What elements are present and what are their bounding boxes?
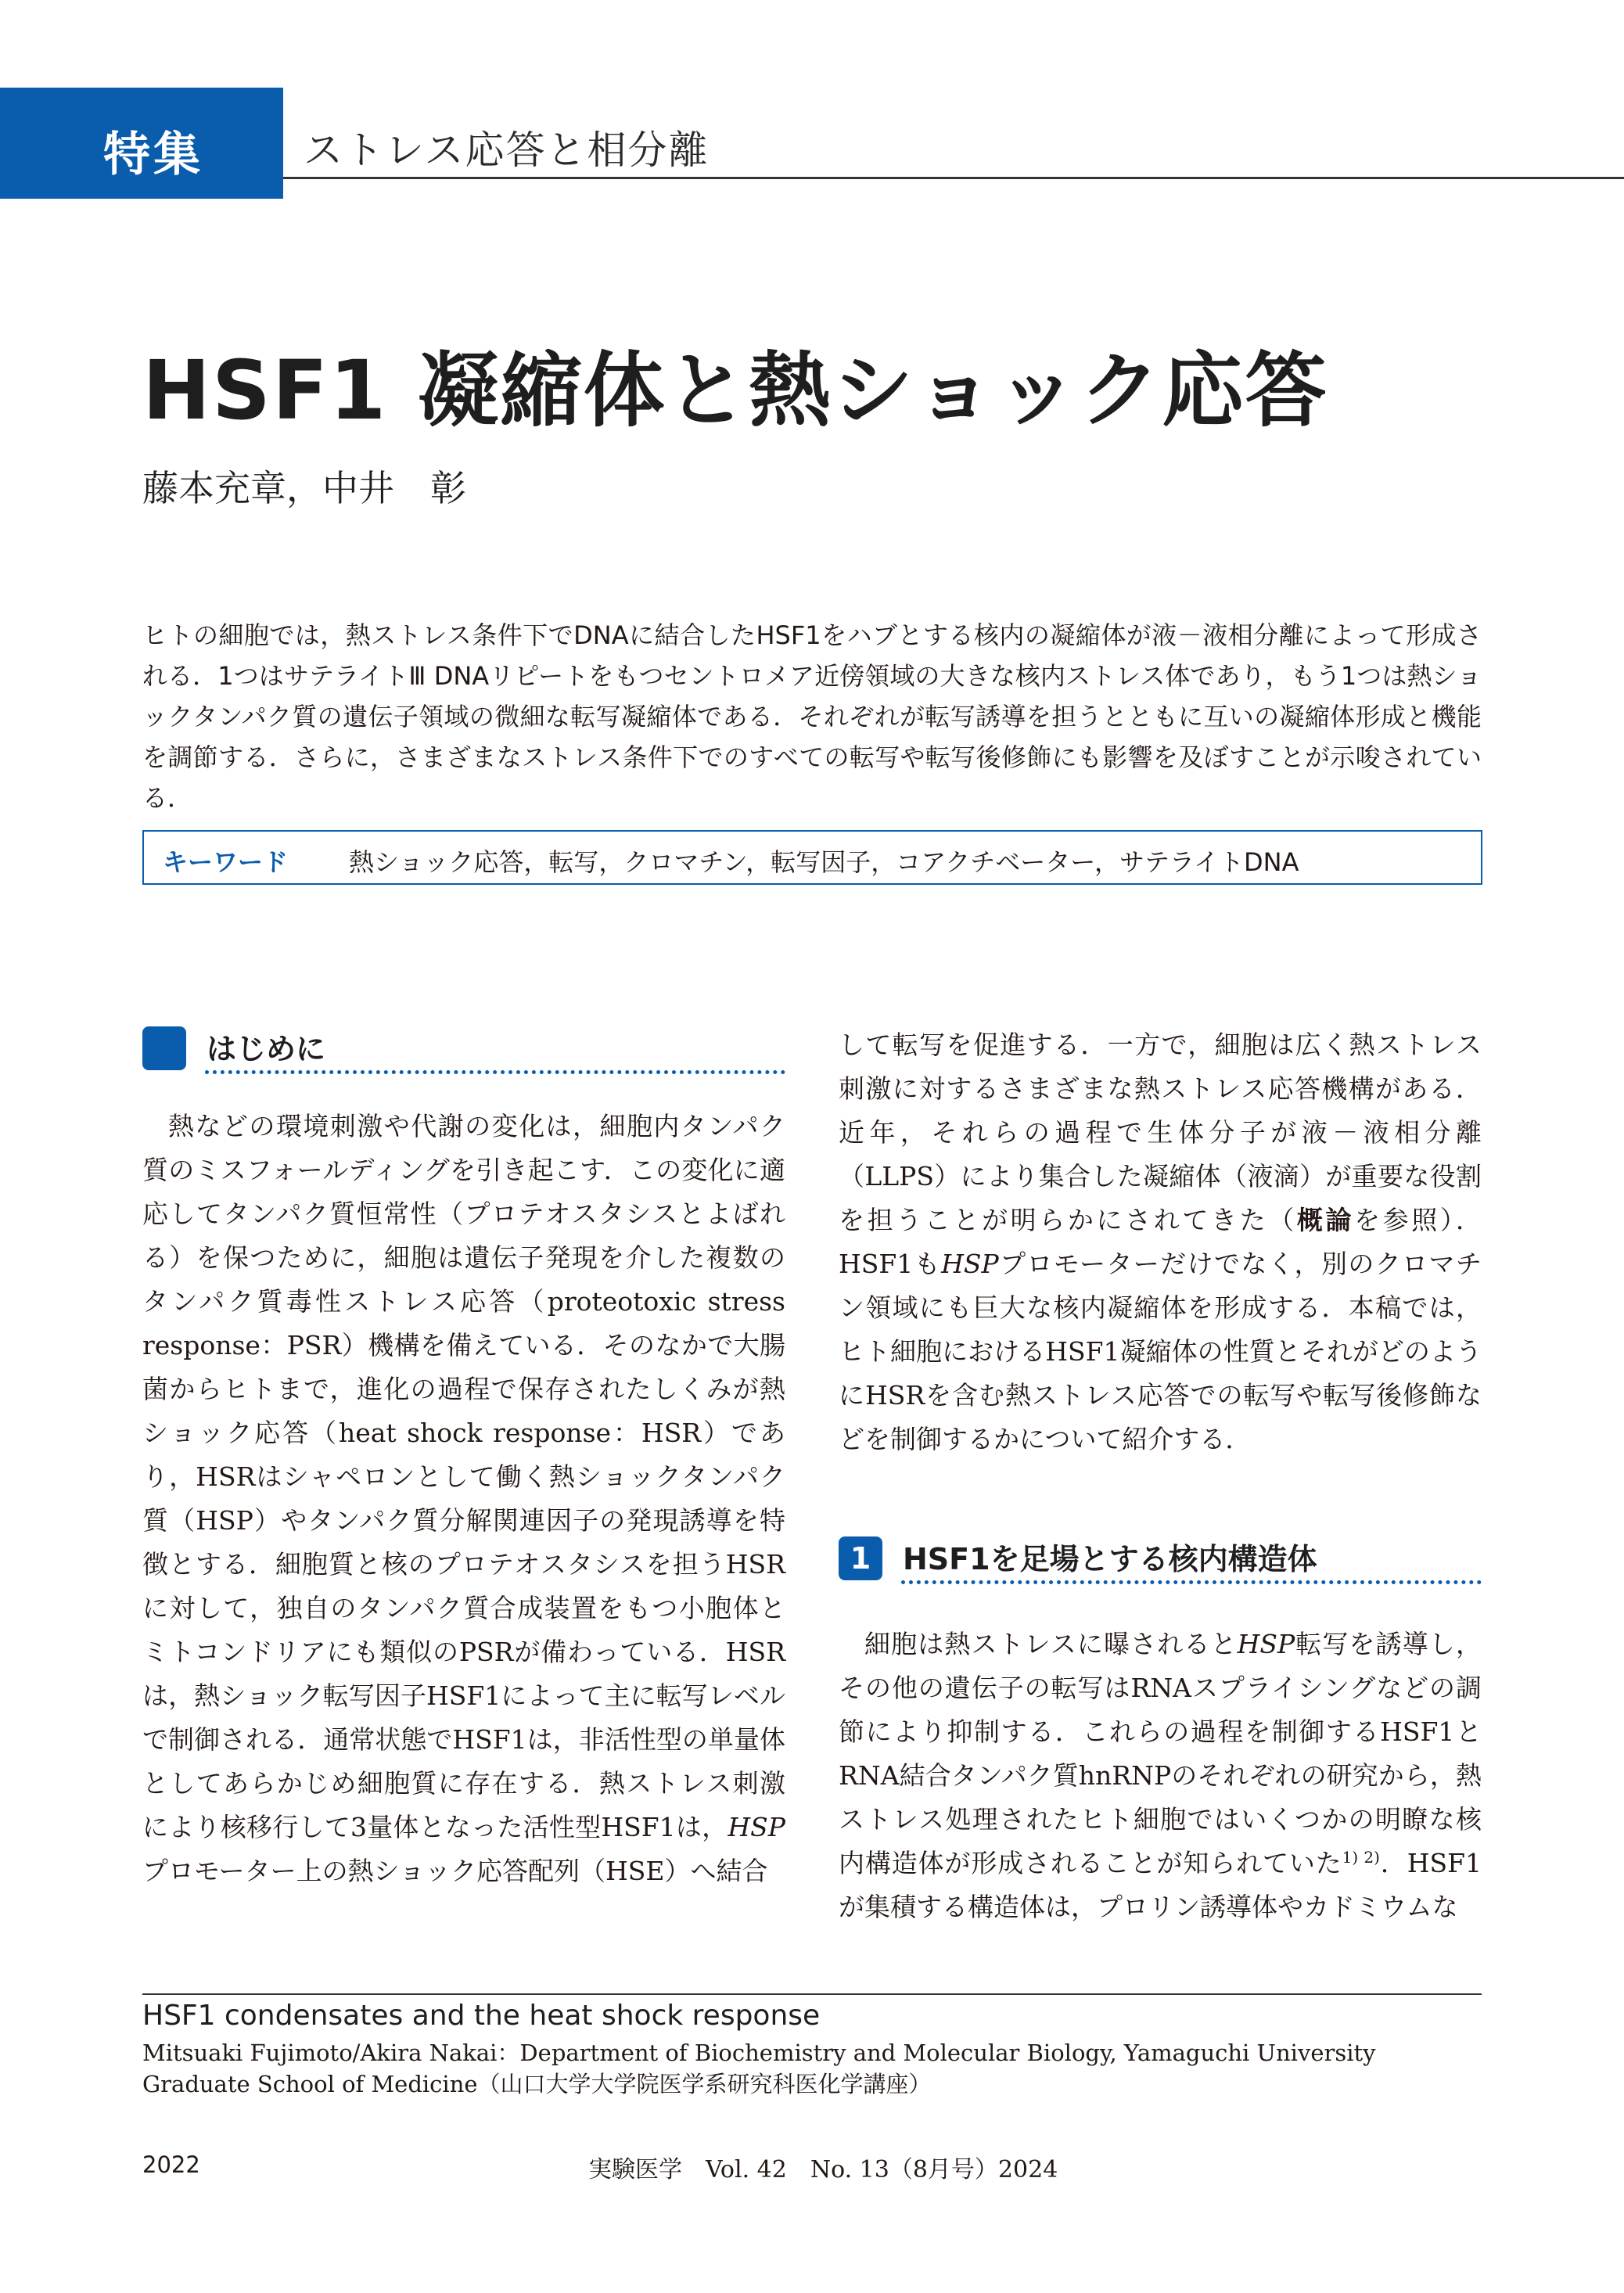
header-rule <box>283 177 1624 179</box>
section-number-badge: 1 <box>839 1536 882 1580</box>
special-feature-title: ストレス応答と相分離 <box>304 128 710 173</box>
keywords-label: キーワード <box>163 847 289 877</box>
intro-paragraph: 熱などの環境刺激や代謝の変化は，細胞内タンパク質のミスフォールディングを引き起こす．この変化に適応してタンパク質恒常性（プロテオスタシスとよばれる）を保つために，細胞は遺伝子発現を介した複数のタンパク質毒性ストレス応答（proteotoxic stress response：PSR）機構を備えている．そのなかで大腸菌からヒトまで，進化の過程で保存されたしくみが熱ショック応答（heat shock response：HSR）であり，HSRはシャペロンとして働く熱ショックタンパク質（HSP）やタンパク質分解関連因子の発現誘導を特徴とする．細胞質と核のプロテオスタシスを担うHSRに対して，独自のタンパク質合成装置をもつ小胞体とミトコンドリアにも類似のPSRが備わっている．HSRは，熱ショック転写因子HSF1によって主に転写レベルで制御される．通常状態でHSF1は，非活性型の単量体としてあらかじめ細胞質に存在する．熱ストレス刺激により核移行して3量体となった活性型HSF1は，HSPプロモーター上の熱ショック応答配列（HSE）へ結合 <box>142 1111 785 1886</box>
article-authors: 藤本充章，中井 彰 <box>142 467 466 509</box>
section-dotted-rule <box>205 1070 785 1074</box>
section-title-intro: はじめに <box>207 1032 326 1066</box>
footer-rule <box>142 1993 1482 1995</box>
section-heading-1 <box>839 1532 1482 1594</box>
intro-paragraph-continued: して転写を促進する．一方で，細胞は広く熱ストレス刺激に対するさまざまな熱ストレス応答機構がある．近年，それらの過程で生体分子が液－液相分離（LLPS）により集合した凝縮体（液滴）が重要な役割を担うことが明らかにされてきた（概論を参照）．HSF1もHSPプロモーターだけでなく，別のクロマチン領域にも巨大な核内凝縮体を形成する．本稿では，ヒト細胞におけるHSF1凝縮体の性質とそれがどのようにHSRを含む熱ストレス応答での転写や転写後修飾などを制御するかについて紹介する． <box>839 1030 1482 1454</box>
section-heading-intro <box>142 1022 785 1084</box>
reference-superscript: 1) 2) <box>1342 1848 1380 1867</box>
author-affiliation: Mitsuaki Fujimoto/Akira Nakai：Department of Biochemistry and Molecular Biology, Yamaguchi University Graduate School of Medicine（山口大学大学院医学系研究科医化学講座） <box>142 2040 1376 2097</box>
section-title-1: HSF1を足場とする核内構造体 <box>903 1542 1317 1576</box>
special-feature-text: 特集 <box>103 128 203 182</box>
section-dotted-rule <box>901 1580 1482 1584</box>
special-feature-label <box>0 88 283 199</box>
keywords-list: 熱ショック応答，転写，クロマチン，転写因子，コアクチベーター，サテライトDNA <box>349 847 1299 877</box>
article-title: HSF1 凝縮体と熱ショック応答 <box>142 343 1328 438</box>
keywords-box <box>142 830 1482 885</box>
section-1-body <box>839 1623 1482 1929</box>
section-1-paragraph: 細胞は熱ストレスに曝されるとHSP転写を誘導し，その他の遺伝子の転写はRNAスプライシングなどの調節により抑制する．これらの過程を制御するHSF1とRNA結合タンパク質hnRNPのそれぞれの研究から，熱ストレス処理されたヒト細胞ではいくつかの明瞭な核内構造体が形成されることが知られていた$^{1) 2)}$．HSF1が集積する構造体は，プロリン誘導体やカドミウムな <box>839 1629 1482 1922</box>
journal-citation: 実験医学 Vol. 42 No. 13（8月号）2024 <box>588 2156 1058 2183</box>
page-number: 2022 <box>142 2151 200 2178</box>
section-marker-icon <box>142 1026 186 1070</box>
english-title: HSF1 condensates and the heat shock response <box>142 2000 821 2032</box>
left-column-body <box>142 1105 785 1893</box>
right-column-body <box>839 1023 1482 1461</box>
article-abstract: ヒトの細胞では，熱ストレス条件下でDNAに結合したHSF1をハブとする核内の凝縮体が液－液相分離によって形成される．1つはサテライトⅢ DNAリピートをもつセントロメア近傍領域の大きな核内ストレス体であり，もう1つは熱ショックタンパク質の遺伝子領域の微細な転写凝縮体である．それぞれが転写誘導を担うとともに互いの凝縮体形成と機能を調節する．さらに，さまざまなストレス条件下でのすべての転写や転写後修飾にも影響を及ぼすことが示唆されている． <box>142 620 1482 813</box>
